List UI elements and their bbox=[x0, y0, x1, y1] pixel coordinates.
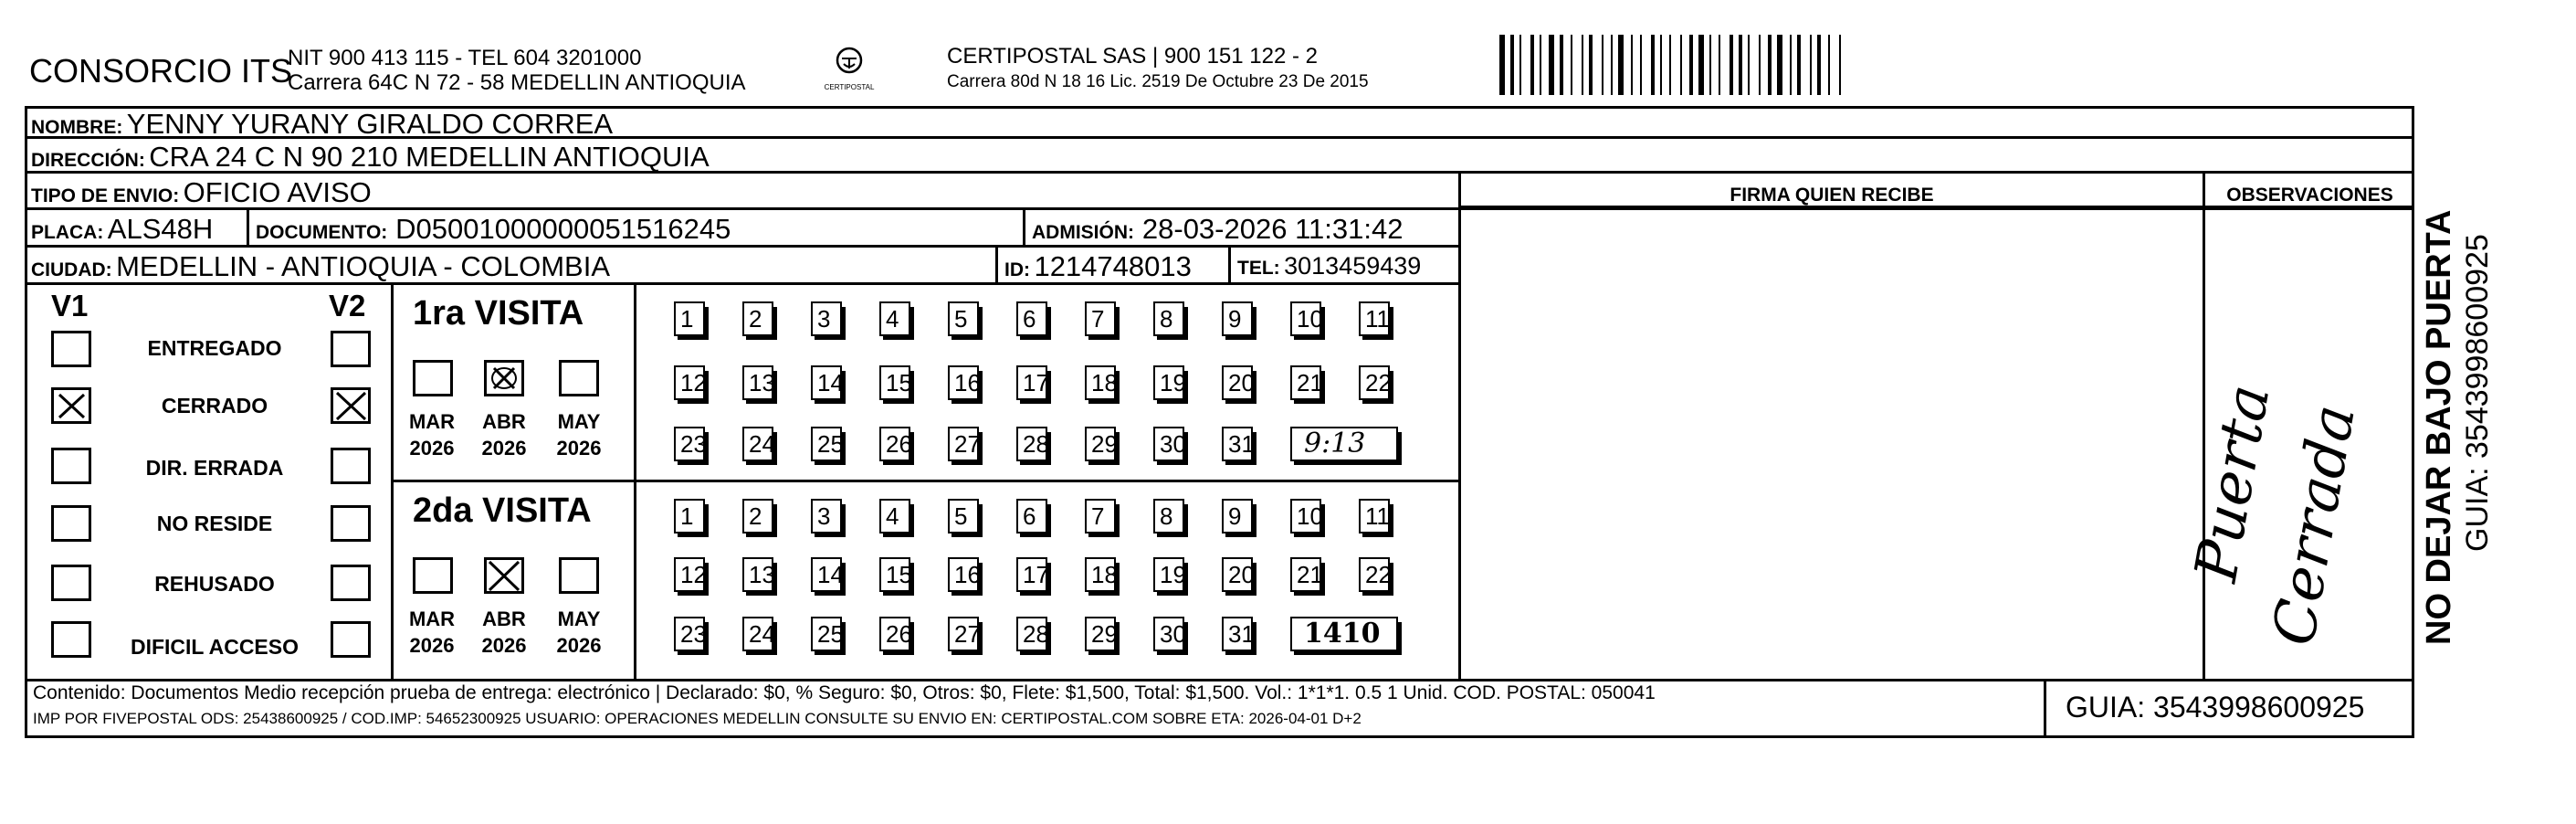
barcode-bar bbox=[1719, 35, 1720, 95]
tipo-label: TIPO DE ENVIO: bbox=[31, 185, 180, 206]
v1-no-reside-checkbox[interactable] bbox=[51, 505, 91, 542]
day-box-marked[interactable]: 7 bbox=[1085, 301, 1116, 336]
day-box[interactable]: 9 bbox=[1222, 301, 1253, 336]
footer-print-info: IMP POR FIVEPOSTAL ODS: 25438600925 / COD.IMP: 54652300925 USUARIO: OPERACIONES MEDELLIN CONSULTE SU ENVIO EN: CERTIPOSTAL.COM SOBRE ETA: 2026-04-01 D+2 bbox=[33, 710, 1362, 727]
first-month-may: MAY bbox=[557, 410, 601, 433]
v2-no-reside-checkbox[interactable] bbox=[331, 505, 371, 542]
first-month-mar: MAR bbox=[408, 410, 456, 433]
v2-dificil-acceso-checkbox[interactable] bbox=[331, 621, 371, 658]
day-box[interactable]: 25 bbox=[811, 617, 842, 651]
day-box[interactable]: 31 bbox=[1222, 427, 1253, 461]
carrier-name: CERTIPOSTAL SAS | 900 151 122 - 2 bbox=[947, 44, 1318, 69]
v1-entregado-checkbox[interactable] bbox=[51, 331, 91, 367]
placa-label: PLACA: bbox=[31, 222, 104, 243]
ciudad-label: CIUDAD: bbox=[31, 259, 112, 280]
day-box[interactable]: 14 bbox=[811, 557, 842, 592]
barcode-bar bbox=[1669, 35, 1671, 95]
v1-rehusado-checkbox[interactable] bbox=[51, 565, 91, 601]
first-visit-time-box[interactable] bbox=[1290, 427, 1398, 461]
check-x-mark bbox=[333, 390, 368, 421]
logo-text: CERTIPOSTAL bbox=[824, 83, 875, 91]
second-visit-time-box[interactable] bbox=[1290, 617, 1398, 651]
second-year-may: 2026 bbox=[556, 634, 602, 657]
day-box[interactable]: 4 bbox=[879, 499, 910, 533]
day-box[interactable]: 1 bbox=[674, 301, 705, 336]
first-mar-checkbox[interactable] bbox=[413, 360, 453, 396]
barcode-bar bbox=[1519, 35, 1521, 95]
day-box[interactable]: 13 bbox=[742, 557, 773, 592]
first-visit-time: 9:13 bbox=[1304, 428, 1366, 460]
documento-label: DOCUMENTO: bbox=[256, 222, 388, 243]
day-box[interactable]: 6 bbox=[1016, 499, 1047, 533]
second-visit-time: 1410 bbox=[1304, 618, 1381, 650]
barcode-bar bbox=[1631, 35, 1633, 95]
day-box[interactable]: 10 bbox=[1290, 301, 1321, 336]
day-box[interactable]: 22 bbox=[1359, 365, 1390, 400]
second-month-abr: ABR bbox=[482, 607, 526, 630]
check-x-mark bbox=[54, 390, 89, 421]
day-box[interactable]: 26 bbox=[879, 617, 910, 651]
second-may-checkbox[interactable] bbox=[559, 557, 599, 594]
day-box[interactable]: 3 bbox=[811, 301, 842, 336]
firma-label: FIRMA QUIEN RECIBE bbox=[1730, 185, 1934, 206]
id-label: ID: bbox=[1004, 259, 1030, 280]
day-box[interactable]: 12 bbox=[674, 365, 705, 400]
second-visit-title: 2da VISITA bbox=[413, 491, 592, 530]
option-no-reside: NO RESIDE bbox=[156, 512, 273, 535]
placa-value: ALS48H bbox=[107, 213, 214, 245]
v1-dir-errada-checkbox[interactable] bbox=[51, 448, 91, 484]
documento-row bbox=[256, 215, 731, 243]
barcode-bar bbox=[1777, 35, 1782, 95]
day-box[interactable]: 16 bbox=[948, 557, 979, 592]
id-row bbox=[1004, 252, 1192, 280]
day-box[interactable]: 29 bbox=[1085, 427, 1116, 461]
day-box[interactable]: 21 bbox=[1290, 365, 1321, 400]
barcode-bar bbox=[1660, 35, 1662, 95]
tipo-value: OFICIO AVISO bbox=[183, 176, 372, 208]
observaciones-label: OBSERVACIONES bbox=[2226, 185, 2393, 206]
second-month-may: MAY bbox=[557, 607, 601, 630]
barcode-bar bbox=[1828, 35, 1830, 95]
day-box[interactable]: 11 bbox=[1359, 301, 1390, 336]
admision-value: 28-03-2026 11:31:42 bbox=[1141, 213, 1404, 245]
handwriting-line-1: Puerta bbox=[2182, 379, 2284, 586]
day-box[interactable]: 10 bbox=[1290, 499, 1321, 533]
barcode-bar bbox=[1549, 35, 1554, 95]
day-box[interactable]: 11 bbox=[1359, 499, 1390, 533]
day-box[interactable]: 18 bbox=[1085, 557, 1116, 592]
day-box[interactable]: 21 bbox=[1290, 557, 1321, 592]
day-box[interactable]: 25 bbox=[811, 427, 842, 461]
barcode-bar bbox=[1582, 35, 1583, 95]
barcode-bar bbox=[1680, 35, 1682, 95]
day-box[interactable]: 17 bbox=[1016, 365, 1047, 400]
nombre-row bbox=[31, 110, 613, 138]
barcode-bar bbox=[1810, 35, 1812, 95]
day-box[interactable]: 2 bbox=[742, 499, 773, 533]
day-box[interactable]: 19 bbox=[1153, 557, 1184, 592]
nombre-value: YENNY YURANY GIRALDO CORREA bbox=[126, 108, 614, 140]
first-year-abr: 2026 bbox=[481, 437, 527, 460]
check-x-mark bbox=[487, 560, 521, 591]
barcode-bar bbox=[1540, 35, 1541, 95]
day-box[interactable]: 8 bbox=[1153, 301, 1184, 336]
day-box[interactable]: 5 bbox=[948, 499, 979, 533]
day-box[interactable]: 3 bbox=[811, 499, 842, 533]
day-box[interactable]: 24 bbox=[742, 617, 773, 651]
day-box[interactable]: 19 bbox=[1153, 365, 1184, 400]
barcode-bar bbox=[1689, 35, 1693, 95]
company-address: Carrera 64C N 72 - 58 MEDELLIN ANTIOQUIA bbox=[288, 70, 746, 95]
v2-label: V2 bbox=[329, 289, 366, 322]
nombre-label: NOMBRE: bbox=[31, 117, 123, 138]
day-box[interactable]: 31 bbox=[1222, 617, 1253, 651]
v2-dir-errada-checkbox[interactable] bbox=[331, 448, 371, 484]
handwriting-line-2: Cerrada bbox=[2260, 399, 2370, 650]
tipo-row bbox=[31, 178, 372, 206]
day-box[interactable]: 17 bbox=[1016, 557, 1047, 592]
first-may-checkbox[interactable] bbox=[559, 360, 599, 396]
day-box[interactable]: 9 bbox=[1222, 499, 1253, 533]
barcode-bar bbox=[1560, 35, 1563, 95]
day-box[interactable]: 15 bbox=[879, 557, 910, 592]
day-box[interactable]: 16 bbox=[948, 365, 979, 400]
first-year-may: 2026 bbox=[556, 437, 602, 460]
day-box[interactable]: 14 bbox=[811, 365, 842, 400]
barcode-bar bbox=[1790, 35, 1792, 95]
day-box[interactable]: 20 bbox=[1222, 365, 1253, 400]
observaciones-handwriting bbox=[2182, 210, 2414, 676]
option-rehusado: REHUSADO bbox=[154, 572, 275, 596]
day-box[interactable]: 27 bbox=[948, 427, 979, 461]
direccion-value: CRA 24 C N 90 210 MEDELLIN ANTIOQUIA bbox=[149, 141, 710, 173]
barcode-bar bbox=[1618, 35, 1624, 95]
check-x-mark bbox=[487, 363, 521, 394]
company-name: CONSORCIO ITS bbox=[29, 52, 293, 90]
option-dir-errada: DIR. ERRADA bbox=[145, 456, 284, 480]
first-visit-title: 1ra VISITA bbox=[413, 294, 584, 333]
barcode-bar bbox=[1499, 35, 1505, 95]
second-year-mar: 2026 bbox=[409, 634, 455, 657]
documento-value: D05001000000051516245 bbox=[395, 213, 731, 245]
side-instruction: NO DEJAR BAJO PUERTA bbox=[2420, 209, 2458, 645]
day-box[interactable]: 13 bbox=[742, 365, 773, 400]
barcode-bar bbox=[1730, 35, 1733, 95]
second-month-mar: MAR bbox=[408, 607, 456, 630]
v1-label: V1 bbox=[51, 289, 89, 322]
v2-entregado-checkbox[interactable] bbox=[331, 331, 371, 367]
admision-label: ADMISIÓN: bbox=[1032, 222, 1134, 243]
day-box[interactable]: 27 bbox=[948, 617, 979, 651]
v1-dificil-acceso-checkbox[interactable] bbox=[51, 621, 91, 658]
barcode-bar bbox=[1611, 35, 1613, 95]
first-abr-checkbox[interactable] bbox=[484, 360, 524, 396]
day-box[interactable]: 22 bbox=[1359, 557, 1390, 592]
option-dificil-acceso: DIFICIL ACCESO bbox=[130, 635, 299, 659]
ciudad-value: MEDELLIN - ANTIOQUIA - COLOMBIA bbox=[116, 250, 610, 282]
second-abr-checkbox[interactable] bbox=[484, 557, 524, 594]
barcode-bar bbox=[1510, 35, 1514, 95]
v2-rehusado-checkbox[interactable] bbox=[331, 565, 371, 601]
barcode-bar bbox=[1530, 35, 1534, 95]
barcode-bar bbox=[1709, 35, 1711, 95]
option-entregado: ENTREGADO bbox=[147, 336, 282, 360]
barcode-bar bbox=[1739, 35, 1742, 95]
day-box[interactable]: 7 bbox=[1085, 499, 1116, 533]
day-box[interactable]: 30 bbox=[1153, 427, 1184, 461]
barcode-bar bbox=[1589, 35, 1593, 95]
day-box[interactable]: 6 bbox=[1016, 301, 1047, 336]
company-nit: NIT 900 413 115 - TEL 604 3201000 bbox=[288, 46, 642, 70]
tel-row bbox=[1237, 254, 1421, 279]
day-box[interactable]: 18 bbox=[1085, 365, 1116, 400]
barcode-bar bbox=[1748, 35, 1750, 95]
barcode bbox=[1498, 35, 2009, 95]
first-year-mar: 2026 bbox=[409, 437, 455, 460]
day-box[interactable]: 12 bbox=[674, 557, 705, 592]
direccion-row bbox=[31, 143, 710, 171]
barcode-bar bbox=[1602, 35, 1603, 95]
barcode-bar bbox=[1640, 35, 1642, 95]
day-box[interactable]: 23 bbox=[674, 617, 705, 651]
certipostal-logo bbox=[822, 42, 877, 97]
first-month-abr: ABR bbox=[482, 410, 526, 433]
day-box[interactable]: 29 bbox=[1085, 617, 1116, 651]
direccion-label: DIRECCIÓN: bbox=[31, 150, 145, 171]
day-box-marked[interactable]: 8 bbox=[1153, 499, 1184, 533]
id-value: 1214748013 bbox=[1034, 250, 1192, 282]
day-box[interactable]: 4 bbox=[879, 301, 910, 336]
side-guia: GUIA: 3543998600925 bbox=[2460, 234, 2495, 552]
barcode-bar bbox=[1768, 35, 1772, 95]
footer-contents: Contenido: Documentos Medio recepción prueba de entrega: electrónico | Declarado: $0, % Seguro: $0, Otros: $0, Flete: $1,500, Total: $1,500. Vol.: 1*1*1. 0.5 1 Unid. COD. POSTAL: 050041 bbox=[33, 682, 1656, 703]
option-cerrado: CERRADO bbox=[161, 394, 268, 417]
tel-label: TEL: bbox=[1237, 258, 1280, 279]
day-box[interactable]: 28 bbox=[1016, 617, 1047, 651]
barcode-bar bbox=[1571, 35, 1572, 95]
footer-guia: GUIA: 3543998600925 bbox=[2066, 691, 2365, 724]
barcode-bar bbox=[1839, 35, 1841, 95]
carrier-address: Carrera 80d N 18 16 Lic. 2519 De Octubre 23 De 2015 bbox=[947, 72, 1369, 91]
day-box[interactable]: 5 bbox=[948, 301, 979, 336]
day-box[interactable]: 26 bbox=[879, 427, 910, 461]
day-box[interactable]: 2 bbox=[742, 301, 773, 336]
barcode-bar bbox=[1698, 35, 1704, 95]
day-box[interactable]: 1 bbox=[674, 499, 705, 533]
day-box[interactable]: 23 bbox=[674, 427, 705, 461]
second-year-abr: 2026 bbox=[481, 634, 527, 657]
ciudad-row bbox=[31, 252, 610, 280]
barcode-bar bbox=[1759, 35, 1761, 95]
day-box[interactable]: 24 bbox=[742, 427, 773, 461]
v2-cerrado-checkbox[interactable] bbox=[331, 387, 371, 424]
admision-row bbox=[1032, 215, 1403, 243]
tel-value: 3013459439 bbox=[1284, 252, 1422, 280]
v1-cerrado-checkbox[interactable] bbox=[51, 387, 91, 424]
day-box[interactable]: 28 bbox=[1016, 427, 1047, 461]
day-box[interactable]: 15 bbox=[879, 365, 910, 400]
day-box[interactable]: 20 bbox=[1222, 557, 1253, 592]
barcode-bar bbox=[1817, 35, 1821, 95]
day-box[interactable]: 30 bbox=[1153, 617, 1184, 651]
placa-row bbox=[31, 215, 213, 243]
barcode-bar bbox=[1651, 35, 1655, 95]
second-mar-checkbox[interactable] bbox=[413, 557, 453, 594]
barcode-bar bbox=[1797, 35, 1801, 95]
